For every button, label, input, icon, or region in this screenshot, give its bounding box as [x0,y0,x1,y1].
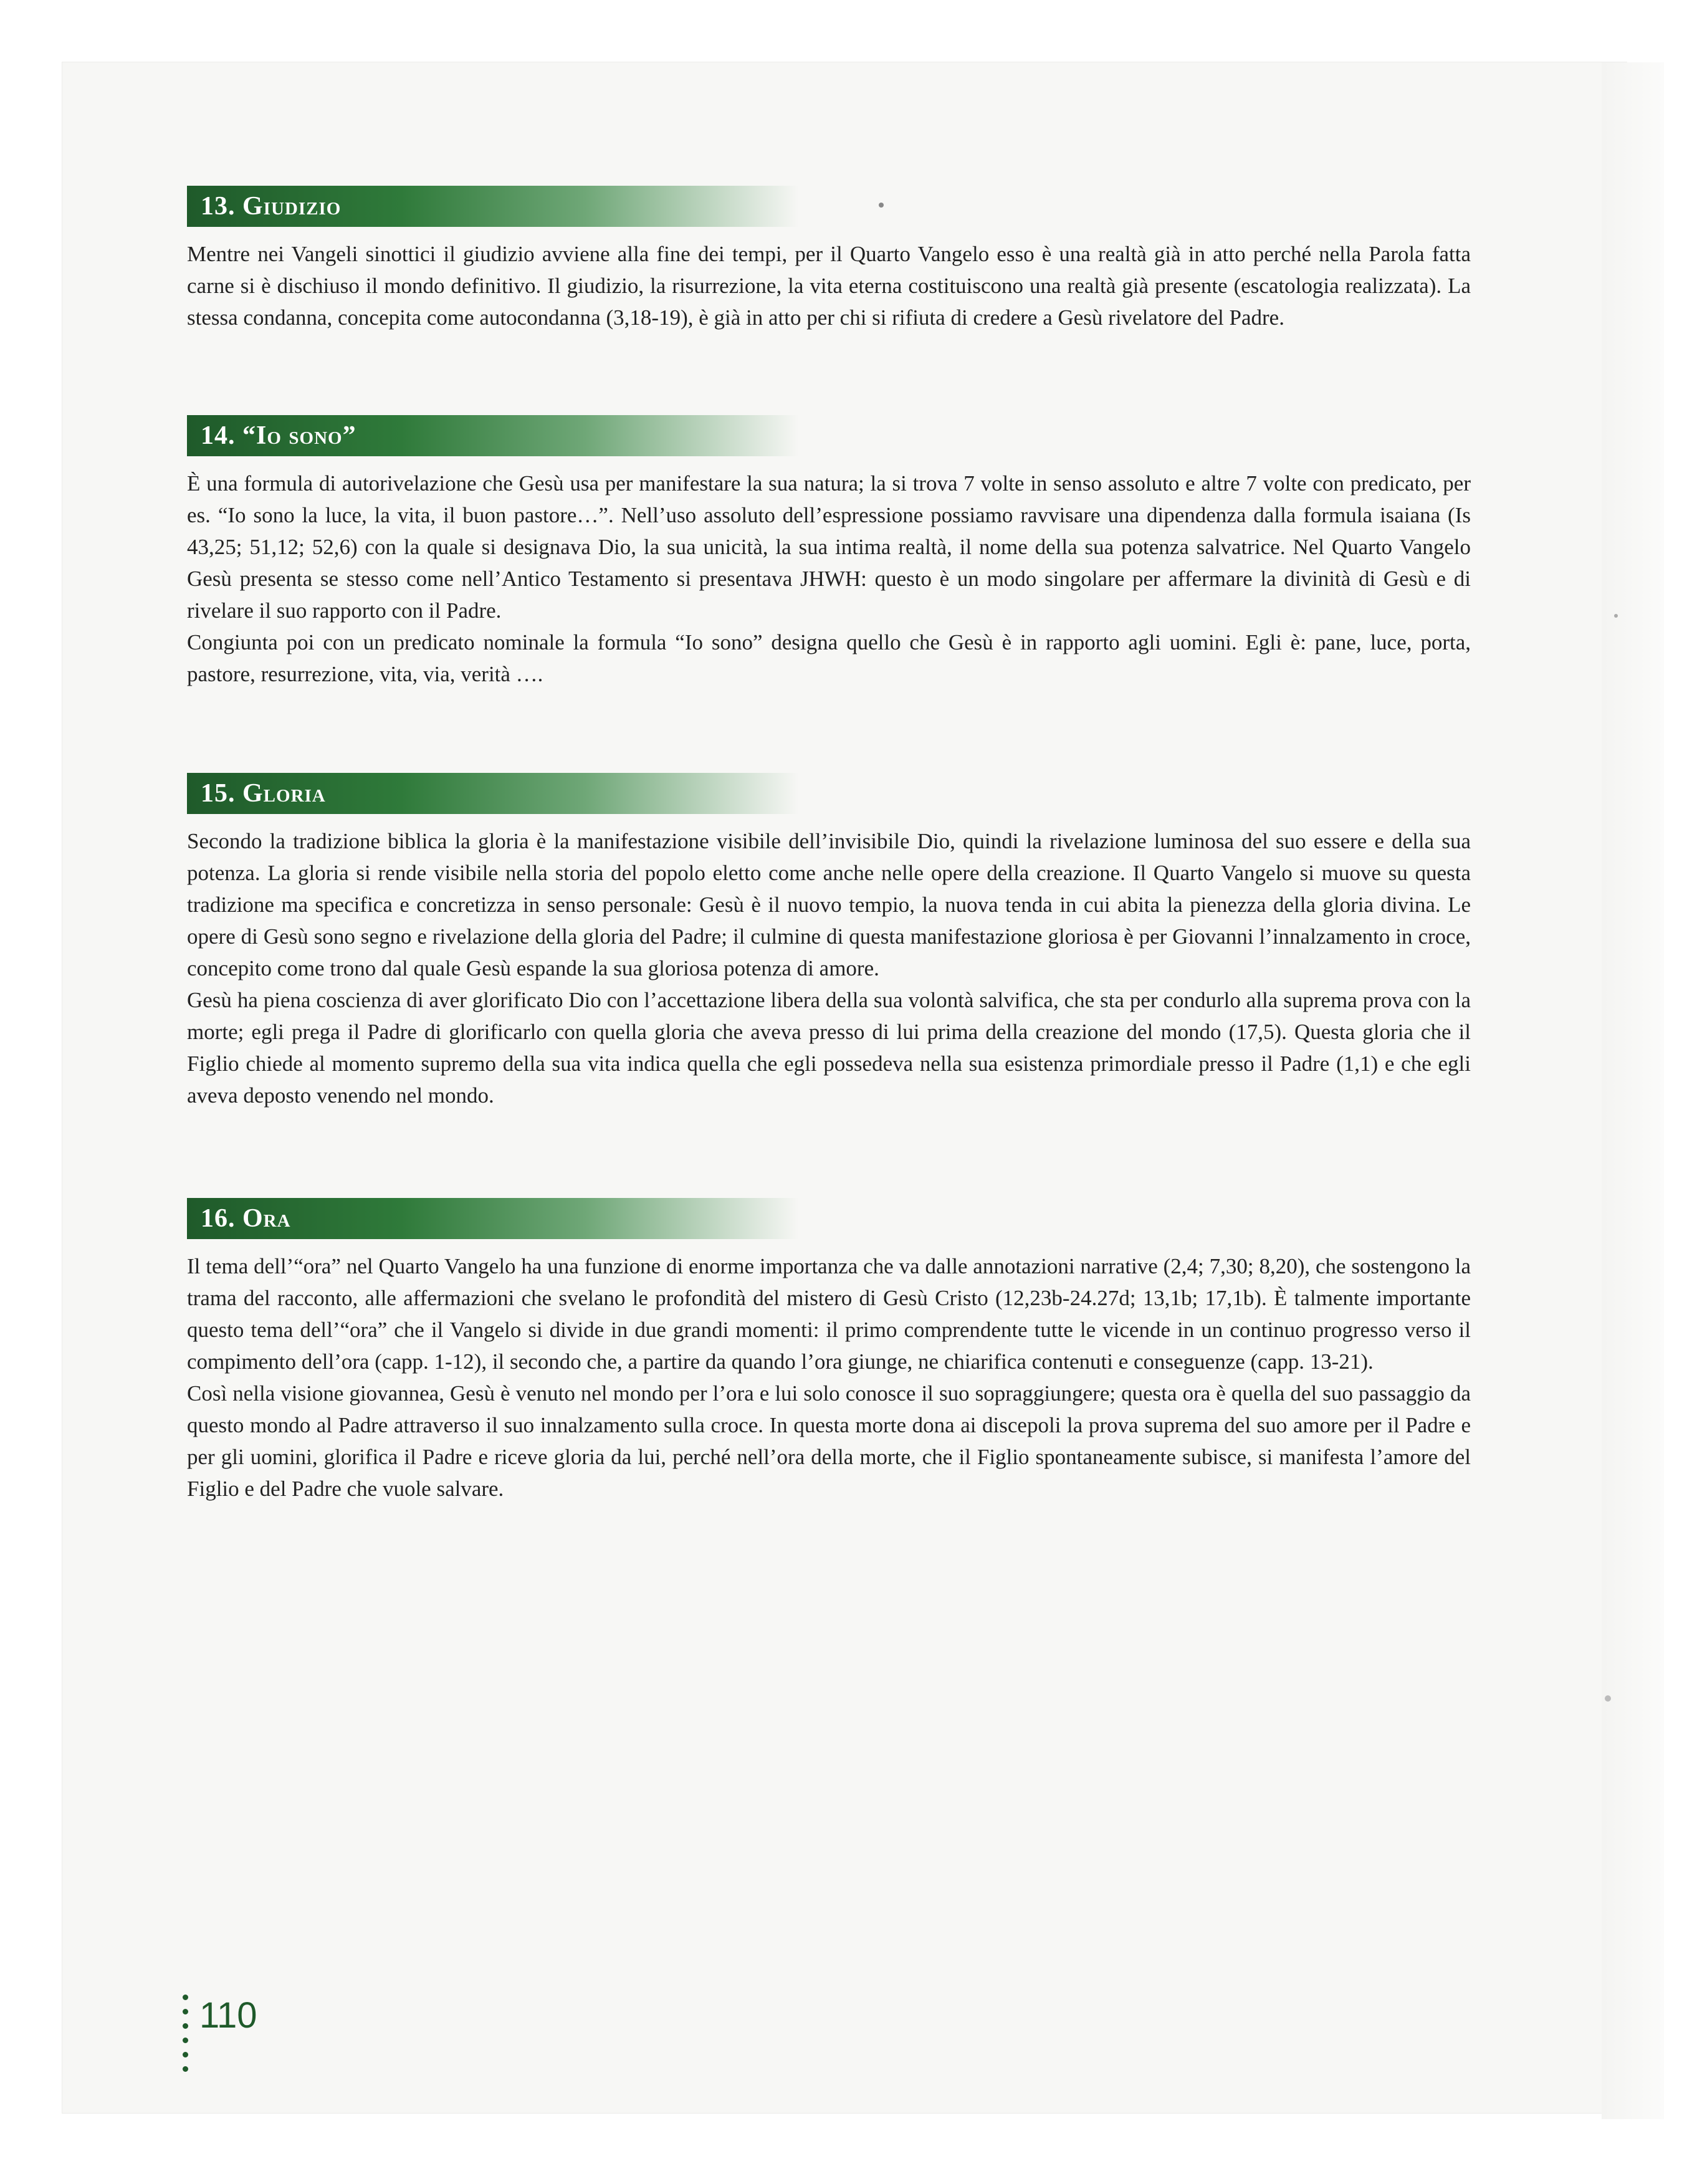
page-number-dots [183,1995,190,2081]
section-paragraph: Gesù ha piena coscienza di aver glorificato Dio con l’accettazione libera della sua volontà salvifica, che sta per condurlo alla suprema prova con la morte; egli prega il Padre di glorificarlo con quella gloria che aveva presso di lui prima della creazione del mondo (17,5). Questa gloria che il Figlio chiede al momento supremo della sua vita indica quella che egli possedeva nella sua esistenza primordiale presso il Padre (1,1) e che egli aveva deposto venendo nel mondo. [187,988,1471,1108]
section-title: 13. Giudizio [187,186,799,227]
section-title: 14. “Io sono” [187,415,799,456]
page-edge [1602,62,1664,2119]
section-paragraph: Mentre nei Vangeli sinottici il giudizio avviene alla fine dei tempi, per il Quarto Vangelo esso è una realtà già in atto perché nella Parola fatta carne si è dischiuso il mondo definitivo. Il giudizio, la risurrezione, la vita eterna costituiscono una realtà già presente (escatologia realizzata). La stessa condanna, concepita come autocondanna (3,18-19), è già in atto per chi si rifiuta di credere a Gesù rivelatore del Padre. [187,242,1471,330]
section-giudizio [187,186,1471,333]
section-paragraph: Congiunta poi con un predicato nominale la formula “Io sono” designa quello che Gesù è in rapporto agli uomini. Egli è: pane, luce, porta, pastore, resurrezione, vita, via, verità …. [187,630,1471,686]
section-paragraph: Così nella visione giovannea, Gesù è venuto nel mondo per l’ora e lui solo conosce il suo sopraggiungere; questa ora è quella del suo passaggio da questo mondo al Padre attraverso il suo innalzamento sulla croce. In questa morte dona ai discepoli la prova suprema del suo amore per il Padre e per gli uomini, glorifica il Padre e riceve gloria da lui, perché nell’ora della morte, che il Figlio spontaneamente subisce, si manifesta l’amore del Figlio e del Padre che vuole salvare. [187,1381,1471,1501]
scan-speck [1614,614,1618,618]
section-title: 15. Gloria [187,773,799,814]
scan-speck [1605,1695,1611,1702]
page-number: 110 [199,1995,257,2036]
section-paragraph: È una formula di autorivelazione che Gesù usa per manifestare la sua natura; la si trova 7 volte in senso assoluto e altre 7 volte con predicato, per es. “Io sono la luce, la vita, il buon pastore…”. Nell’uso assoluto dell’espressione possiamo ravvisare una dipendenza dalla formula isaiana (Is 43,25; 51,12; 52,6) con la quale si designava Dio, la sua unicità, la sua intima realtà, il nome della sua potenza salvatrice. Nel Quarto Vangelo Gesù presenta se stesso come nell’Antico Testamento si presentava JHWH: questo è un modo singolare per affermare la divinità di Gesù e di rivelare il suo rapporto con il Padre. [187,471,1471,623]
section-paragraph: Secondo la tradizione biblica la gloria è la manifestazione visibile dell’invisibile Dio, quindi la rivelazione luminosa del suo essere e della sua potenza. La gloria si rende visibile nella storia del popolo eletto come anche nelle opere della creazione. Il Quarto Vangelo si muove su questa tradizione ma specifica e concretizza in senso personale: Gesù è il nuovo tempio, la nuova tenda in cui abita la pienezza della gloria divina. Le opere di Gesù sono segno e rivelazione della gloria del Padre; il culmine di questa manifestazione gloriosa è per Giovanni l’innalzamento in croce, concepito come trono dal quale Gesù espande la sua gloriosa potenza di amore. [187,829,1471,980]
section-paragraph: Il tema dell’“ora” nel Quarto Vangelo ha una funzione di enorme importanza che va dalle annotazioni narrative (2,4; 7,30; 8,20), che sostengono la trama del racconto, alle affermazioni che svelano le profondità del mistero di Gesù Cristo (12,23b-24.27d; 13,1b; 17,1b). È talmente importante questo tema dell’“ora” che il Vangelo si divide in due grandi momenti: il primo comprendente tutte le vicende in un continuo progresso verso il compimento dell’ora (capp. 1-12), il secondo che, a partire da quando l’ora giunge, ne chiarifica contenuti e conseguenze (capp. 13-21). [187,1254,1471,1374]
scan-speck [879,203,884,208]
section-io-sono [187,415,1471,690]
section-ora [187,1198,1471,1505]
section-gloria [187,773,1471,1111]
section-title: 16. Ora [187,1198,799,1239]
